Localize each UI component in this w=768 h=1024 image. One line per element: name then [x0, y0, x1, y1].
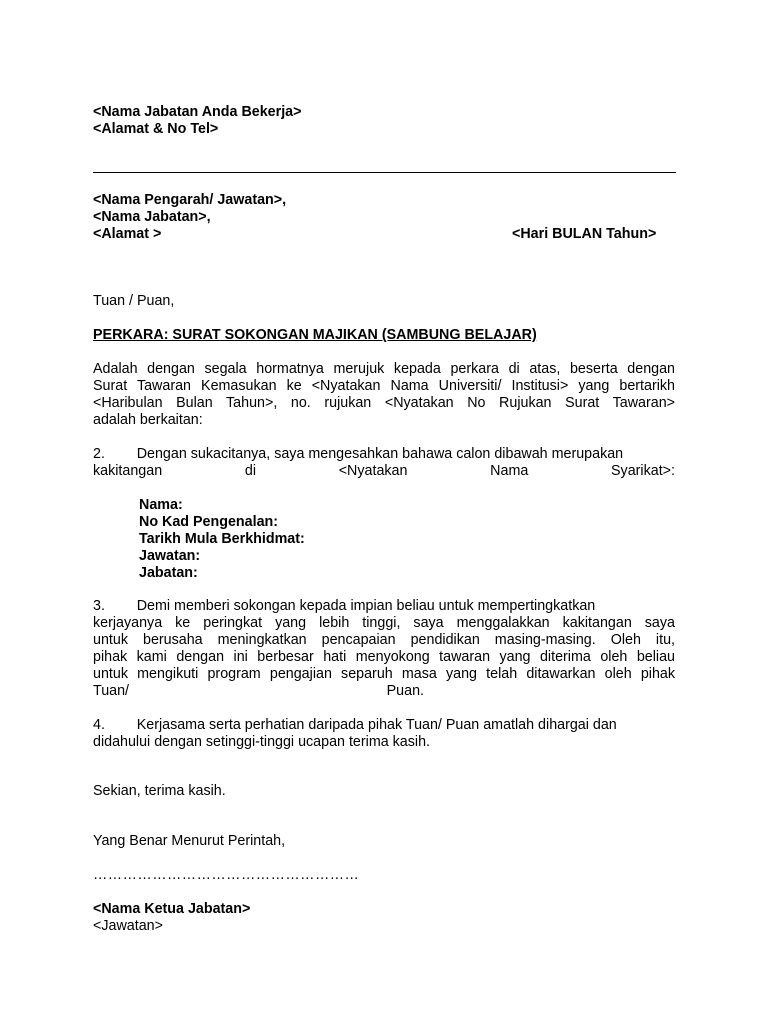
letter-date: <Hari BULAN Tahun>: [512, 226, 657, 242]
field-kad-pengenalan: No Kad Pengenalan:: [139, 514, 279, 530]
field-jawatan: Jawatan:: [139, 548, 201, 564]
closing-text: Sekian, terima kasih.: [93, 783, 226, 799]
salutation: Tuan / Puan,: [93, 293, 175, 309]
para1-line3: <Haribulan Bulan Tahun>, no. rujukan <Nyatakan No Rujukan Surat Tawaran>: [93, 395, 675, 411]
recipient-address: <Alamat >: [93, 226, 162, 242]
para1-line1: Adalah dengan segala hormatnya merujuk kepada perkara di atas, beserta dengan: [93, 361, 675, 377]
field-nama: Nama:: [139, 497, 183, 513]
para2-line2: kakitangan di <Nyatakan Nama Syarikat>:: [93, 463, 675, 479]
para1-line4: adalah berkaitan:: [93, 412, 203, 428]
para3-line1: 3. Demi memberi sokongan kepada impian beliau untuk mempertingkatkan: [93, 598, 596, 614]
para3-line2: kerjayanya ke peringkat yang lebih tinggi, saya menggalakkan kakitangan saya: [93, 615, 675, 631]
sender-address-tel: <Alamat & No Tel>: [93, 121, 219, 137]
para2-line1: 2. Dengan sukacitanya, saya mengesahkan bahawa calon dibawah merupakan: [93, 446, 624, 462]
signatory-name: <Nama Ketua Jabatan>: [93, 901, 251, 917]
field-jabatan: Jabatan:: [139, 565, 198, 581]
para4-line1: 4. Kerjasama serta perhatian daripada pihak Tuan/ Puan amatlah dihargai dan: [93, 717, 617, 733]
sign-off: Yang Benar Menurut Perintah,: [93, 833, 286, 849]
para3-line5: untuk mengikuti program pengajian separuh masa yang telah ditawarkan oleh pihak: [93, 666, 675, 682]
para3-line3: untuk berusaha meningkatkan pencapaian pendidikan masing-masing. Oleh itu,: [93, 632, 675, 648]
para1-line2: Surat Tawaran Kemasukan ke <Nyatakan Nama Universiti/ Institusi> yang bertarikh: [93, 378, 675, 394]
field-tarikh-mula: Tarikh Mula Berkhidmat:: [139, 531, 305, 547]
sender-department: <Nama Jabatan Anda Bekerja>: [93, 104, 302, 120]
subject-line: PERKARA: SURAT SOKONGAN MAJIKAN (SAMBUNG BELAJAR): [93, 327, 537, 343]
signature-line: ………………………………………………: [93, 867, 360, 883]
header-divider: [93, 172, 676, 173]
para3-line6: Tuan/ Puan.: [93, 683, 424, 699]
para4-line2: didahului dengan setinggi-tinggi ucapan terima kasih.: [93, 734, 430, 750]
para3-line4: pihak kami dengan ini berbesar hati menyokong tawaran yang diterima oleh beliau: [93, 649, 675, 665]
signatory-position: <Jawatan>: [93, 918, 163, 934]
recipient-department: <Nama Jabatan>,: [93, 209, 211, 225]
recipient-director: <Nama Pengarah/ Jawatan>,: [93, 192, 287, 208]
